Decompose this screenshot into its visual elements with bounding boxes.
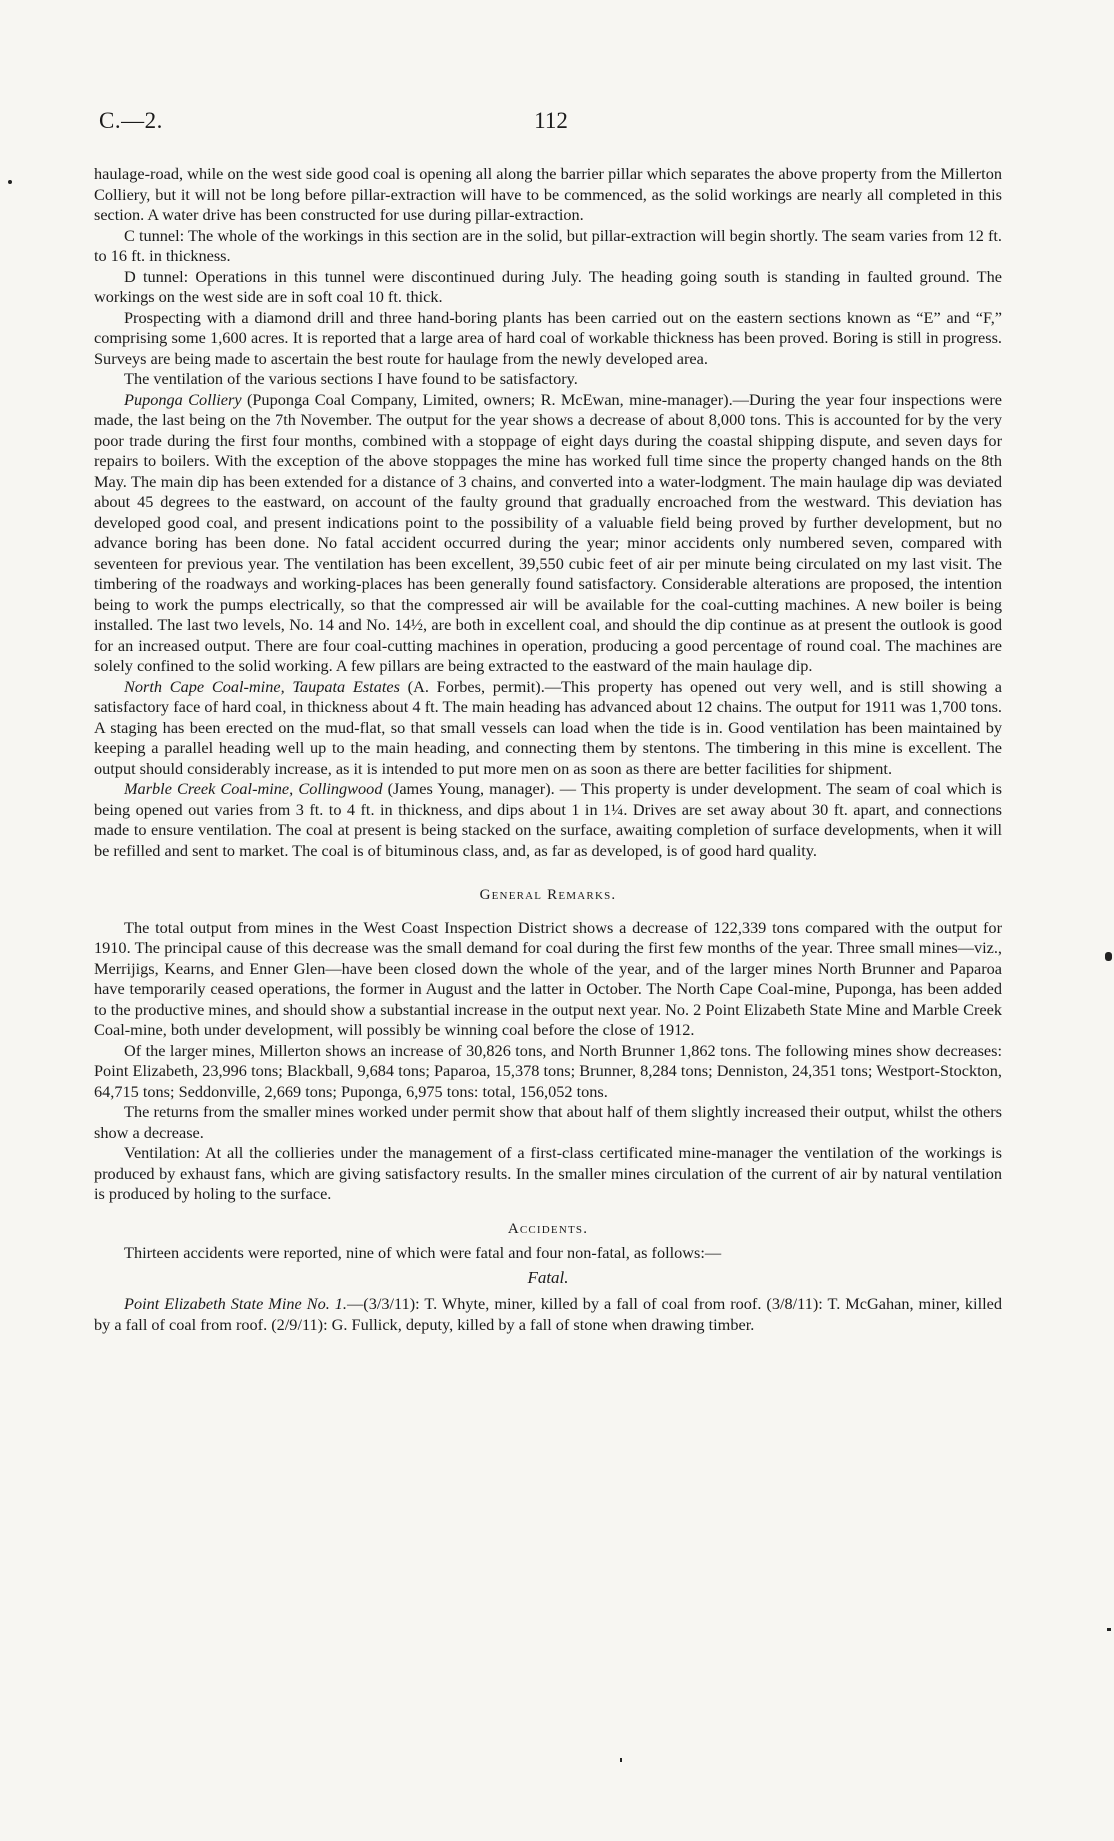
fatal-point-elizabeth: [94, 1294, 1002, 1335]
marble-creek-title: Marble Creek Coal-mine, Collingwood: [124, 779, 383, 798]
scan-speck: [1105, 952, 1112, 961]
marble-creek-text: (James Young, manager). — This property is under development. The seam of coal which is being opened out varies from 3 ft. to 4 ft. in thickness, and dips about 1 in 1¼. Drives are set away about 30 ft. apart, and connections made to ensure ventilation. The coal at present is being stacked on the surface, awaiting completion of surface developments, when it will be refilled and sent to market. The coal is of bituminous class, and, as far as developed, is of good hard quality.: [94, 779, 1002, 860]
paragraph-ventilation: The ventilation of the various sections I have found to be satisfactory.: [124, 369, 578, 388]
paragraph-d-tunnel: D tunnel: Operations in this tunnel were discontinued during July. The heading going south is standing in faulted ground. The workings on the west side are in soft coal 10 ft. thick.: [94, 266, 1002, 306]
page-header: [99, 108, 1003, 144]
page-body: [94, 164, 1002, 1335]
scan-speck: [1107, 1628, 1111, 1631]
remarks-total-output: The total output from mines in the West Coast Inspection District shows a decrease of 122,339 tons compared with the output for 1910. The principal cause of this decrease was the small demand for coal during the first few months of the year. Three small mines—viz., Merrijigs, Kearns, and Enner Glen—have been closed down the whole of the year, and of the larger mines North Brunner and Paparoa have temporarily ceased operations, the former in August and the latter in October. The North Cape Coal-mine, Puponga, has been added to the productive mines, and should show a substantial increase in the output next year. No. 2 Point Elizabeth State Mine and Marble Creek Coal-mine, both under development, will possibly be winning coal before the close of 1912.: [94, 917, 1002, 1039]
point-elizabeth-title: Point Elizabeth State Mine No. 1.: [124, 1294, 348, 1313]
remarks-larger-mines: Of the larger mines, Millerton shows an increase of 30,826 tons, and North Brunner 1,862 tons. The following mines show decreases: Point Elizabeth, 23,996 tons; Blackball, 9,684 tons; Paparoa, 15,378 tons; Brunner, 8,284 tons; Denniston, 24,351 tons; Westport-Stockton, 64,715 tons; Seddonville, 2,669 tons; Puponga, 6,975 tons: total, 156,052 tons.: [94, 1040, 1002, 1101]
accidents-heading: Accidents.: [507, 1220, 589, 1237]
fatal-heading: Fatal.: [527, 1267, 569, 1287]
puponga-text: (Puponga Coal Company, Limited, owners; R. McEwan, mine-manager).—During the year four inspections were made, the last being on the 7th November. The output for the year shows a decrease of about 8,000 tons. This is accounted for by the very poor trade during the first four months, combined with a stoppage of eight days during the coastal shipping dispute, and seven days for repairs to boilers. With the exception of the above stoppages the mine has worked full time since the property changed hands on the 8th May. The main dip has been extended for a distance of 3 chains, and converted into a water-lodgment. The main haulage dip was deviated about 45 degrees to the eastward, on account of the faulty ground that gradually encroached from the westward. This deviation has developed good coal, and present indications point to the possibility of a valuable field being proved by further development, but no advance boring has been done. No fatal accident occurred during the year; minor accidents only numbered seven, compared with seventeen for previous year. The ventilation has been excellent, 39,550 cubic feet of air per minute being circulated on my last visit. The timbering of the roadways and working-places has been generally found satisfactory. Considerable alterations are proposed, the intention being to work the pumps electrically, so that the compressed air will be available for the coal-cutting machines. A new boiler is being installed. The last two levels, No. 14 and No. 14½, are both in excellent coal, and should the dip continue as at present the outlook is good for an increased output. There are four coal-cutting machines in operation, producing a good percentage of round coal. The machines are solely confined to the solid working. A few pillars are being extracted to the eastward of the main haulage dip.: [94, 389, 1002, 675]
remarks-ventilation: Ventilation: At all the collieries under the management of a first-class certificated mine-manager the ventilation of the workings is produced by exhaust fans, which are giving satisfactory results. In the smaller mines circulation of the current of air by natural ventilation is produced by holing to the surface.: [94, 1143, 1002, 1203]
puponga-title: Puponga Colliery: [124, 389, 242, 409]
point-elizabeth-text: —(3/3/11): T. Whyte, miner, killed by a fall of coal from roof. (3/8/11): T. McGahan, miner, killed by a fall of coal from roof. (2/9/11): G. Fullick, deputy, killed by a fall of stone when drawing timber.: [94, 1294, 1002, 1334]
paragraph-c-tunnel: C tunnel: The whole of the workings in this section are in the solid, but pillar-extraction will begin shortly. The seam varies from 12 ft. to 16 ft. in thickness.: [94, 225, 1002, 265]
north-cape-text: (A. Forbes, permit).—This property has opened out very well, and is still showing a satisfactory face of hard coal, in thickness about 4 ft. The main heading has advanced about 12 chains. The output for 1911 was 1,700 tons. A staging has been erected on the mud-flat, so that small vessels can load when the tide is in. Good ventilation has been maintained by keeping a parallel heading well up to the main heading, and connecting them by stentons. The timbering in this mine is excellent. The output should considerably increase, as it is intended to put more men on as soon as there are better facilities for shipment.: [94, 676, 1002, 778]
general-remarks-heading: General Remarks.: [479, 887, 617, 903]
scan-speck: [8, 180, 12, 184]
paragraph-marble-creek: [94, 779, 1002, 861]
north-cape-title: North Cape Coal-mine, Taupata Estates: [124, 676, 400, 696]
remarks-smaller-mines: The returns from the smaller mines worked under permit show that about half of them slightly increased their output, whilst the others show a decrease.: [94, 1102, 1002, 1142]
paragraph-prospecting: Prospecting with a diamond drill and three hand-boring plants has been carried out on the eastern sections known as “E” and “F,” comprising some 1,600 acres. It is reported that a large area of hard coal of workable thickness has been proved. Boring is still in progress. Surveys are being made to ascertain the best route for haulage from the newly developed area.: [94, 307, 1002, 368]
scan-speck: [620, 1758, 622, 1762]
page-number: 112: [534, 108, 568, 133]
paragraph-north-cape: [94, 677, 1002, 780]
accidents-intro: Thirteen accidents were reported, nine of which were fatal and four non-fatal, as follows:—: [124, 1243, 722, 1262]
document-reference: C.—2.: [99, 108, 163, 133]
paragraph-haulage-road: haulage-road, while on the west side good coal is opening all along the barrier pillar which separates the above property from the Millerton Colliery, but it will not be long before pillar-extraction will have to be commenced, as the solid workings are nearly all completed in this section. A water drive has been constructed for use during pillar-extraction.: [94, 164, 1002, 224]
paragraph-puponga-colliery: [94, 390, 1002, 677]
